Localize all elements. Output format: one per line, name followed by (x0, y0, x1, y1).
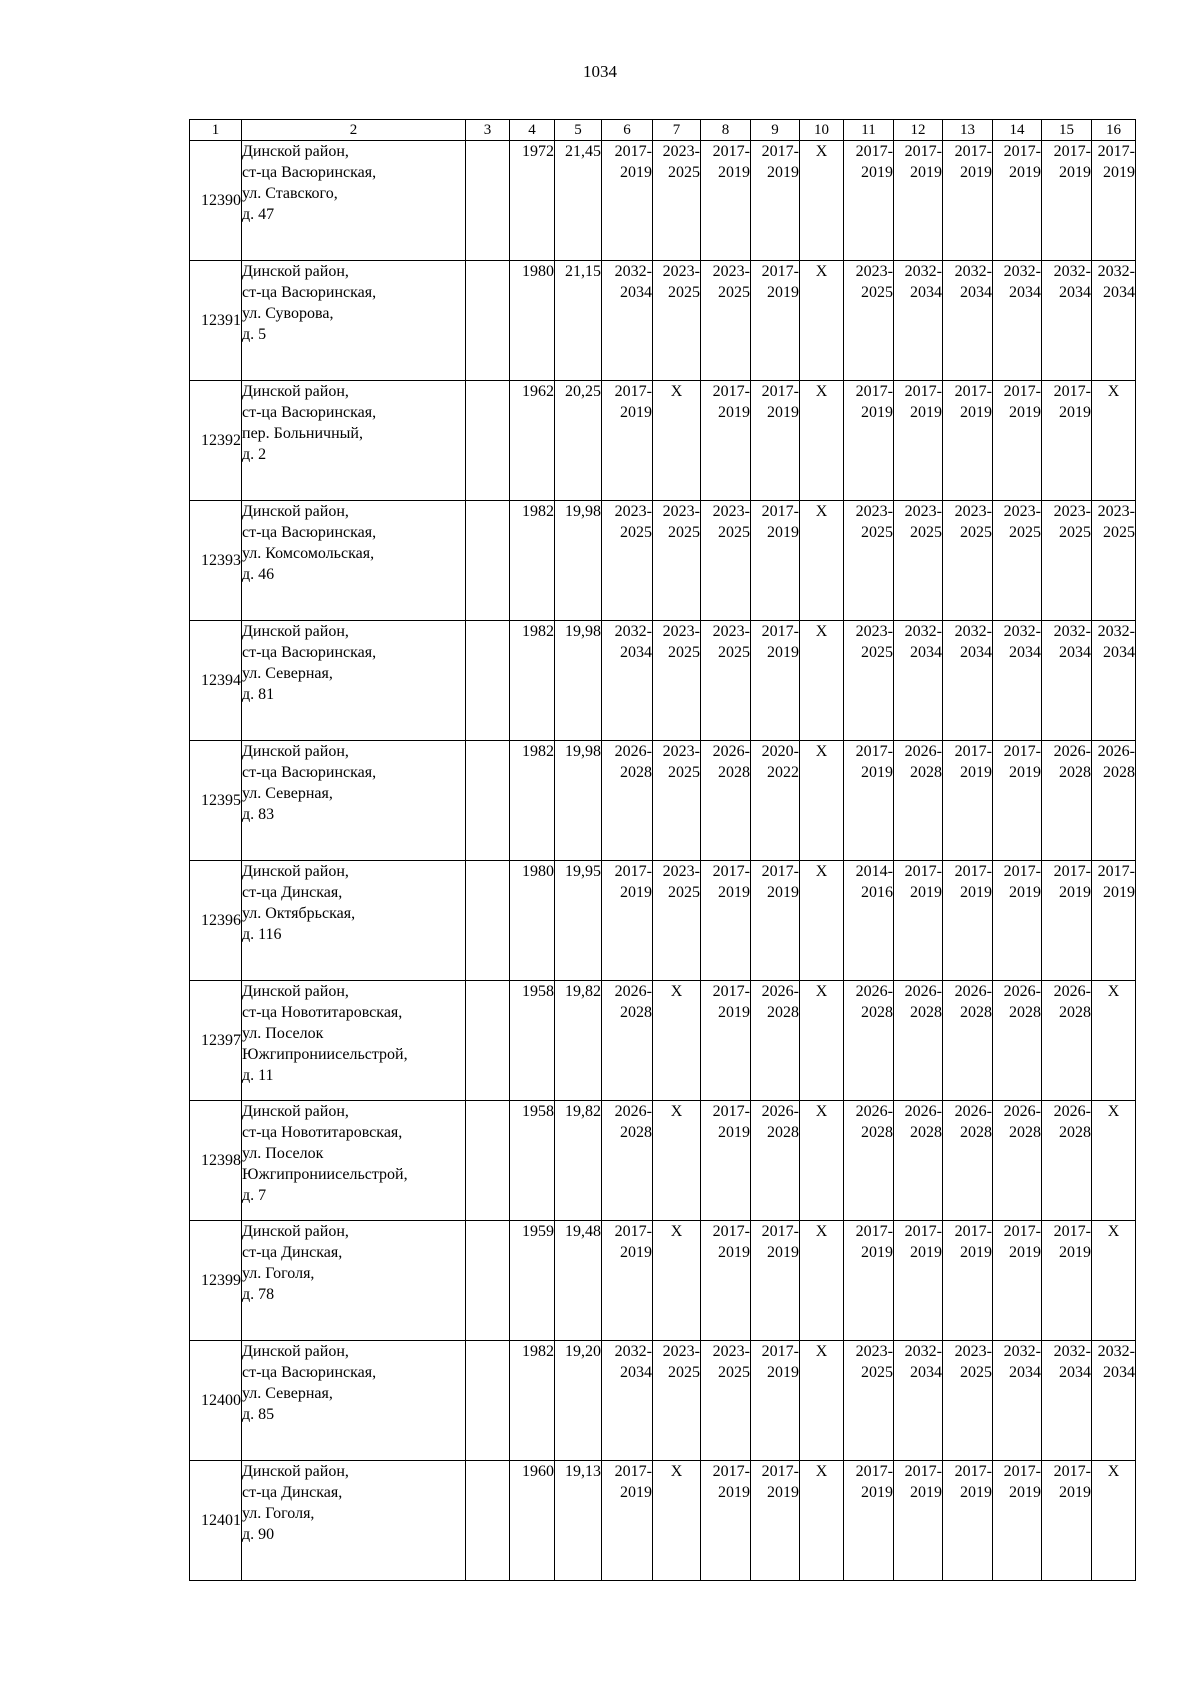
address-cell: Динской район, ст-ца Динская, ул. Октябрьская, д. 116 (242, 861, 466, 981)
period-cell-7: X (653, 1221, 701, 1341)
period-cell-8: 2017- 2019 (701, 1461, 751, 1581)
period-cell-16: 2032- 2034 (1092, 261, 1136, 381)
period-cell-11: 2017- 2019 (844, 141, 894, 261)
period-cell-7: 2023- 2025 (653, 501, 701, 621)
column-header-16: 16 (1092, 120, 1136, 141)
address-cell: Динской район, ст-ца Васюринская, ул. Комсомольская, д. 46 (242, 501, 466, 621)
period-cell-9: 2017- 2019 (751, 381, 800, 501)
empty-cell (466, 381, 510, 501)
period-cell-14: 2017- 2019 (993, 381, 1042, 501)
period-cell-15: 2017- 2019 (1042, 861, 1092, 981)
period-cell-13: 2026- 2028 (943, 981, 993, 1101)
period-cell-10: X (800, 741, 844, 861)
row-id: 12400 (190, 1341, 242, 1461)
period-cell-12: 2017- 2019 (894, 1221, 943, 1341)
empty-cell (466, 861, 510, 981)
row-id: 12401 (190, 1461, 242, 1581)
period-cell-7: X (653, 1101, 701, 1221)
period-cell-10: X (800, 1101, 844, 1221)
year-cell: 1980 (510, 261, 555, 381)
period-cell-8: 2017- 2019 (701, 141, 751, 261)
period-cell-9: 2017- 2019 (751, 141, 800, 261)
period-cell-16: X (1092, 981, 1136, 1101)
area-cell: 19,48 (555, 1221, 602, 1341)
table-body (190, 141, 1136, 1581)
period-cell-9: 2017- 2019 (751, 261, 800, 381)
address-cell: Динской район, ст-ца Васюринская, ул. Северная, д. 85 (242, 1341, 466, 1461)
area-cell: 19,98 (555, 621, 602, 741)
period-cell-14: 2017- 2019 (993, 741, 1042, 861)
address-cell: Динской район, ст-ца Динская, ул. Гоголя, д. 78 (242, 1221, 466, 1341)
period-cell-9: 2020- 2022 (751, 741, 800, 861)
table-row (190, 1101, 1136, 1221)
address-cell: Динской район, ст-ца Васюринская, ул. Северная, д. 83 (242, 741, 466, 861)
period-cell-16: X (1092, 1221, 1136, 1341)
area-cell: 19,98 (555, 741, 602, 861)
column-header-8: 8 (701, 120, 751, 141)
period-cell-16: X (1092, 381, 1136, 501)
period-cell-7: X (653, 381, 701, 501)
period-cell-12: 2017- 2019 (894, 381, 943, 501)
period-cell-6: 2017- 2019 (602, 1221, 653, 1341)
period-cell-8: 2023- 2025 (701, 261, 751, 381)
period-cell-7: X (653, 1461, 701, 1581)
period-cell-15: 2017- 2019 (1042, 141, 1092, 261)
period-cell-13: 2017- 2019 (943, 381, 993, 501)
row-id: 12390 (190, 141, 242, 261)
period-cell-7: 2023- 2025 (653, 741, 701, 861)
period-cell-10: X (800, 141, 844, 261)
period-cell-8: 2023- 2025 (701, 1341, 751, 1461)
period-cell-15: 2017- 2019 (1042, 381, 1092, 501)
period-cell-12: 2032- 2034 (894, 1341, 943, 1461)
period-cell-11: 2017- 2019 (844, 381, 894, 501)
period-cell-13: 2023- 2025 (943, 1341, 993, 1461)
address-cell: Динской район, ст-ца Динская, ул. Гоголя, д. 90 (242, 1461, 466, 1581)
period-cell-15: 2026- 2028 (1042, 981, 1092, 1101)
period-cell-15: 2026- 2028 (1042, 1101, 1092, 1221)
empty-cell (466, 1341, 510, 1461)
year-cell: 1958 (510, 1101, 555, 1221)
area-cell: 19,98 (555, 501, 602, 621)
year-cell: 1972 (510, 141, 555, 261)
column-header-2: 2 (242, 120, 466, 141)
period-cell-14: 2026- 2028 (993, 1101, 1042, 1221)
period-cell-12: 2023- 2025 (894, 501, 943, 621)
period-cell-7: 2023- 2025 (653, 261, 701, 381)
period-cell-11: 2026- 2028 (844, 1101, 894, 1221)
period-cell-16: 2032- 2034 (1092, 621, 1136, 741)
period-cell-12: 2026- 2028 (894, 741, 943, 861)
period-cell-9: 2017- 2019 (751, 1221, 800, 1341)
period-cell-10: X (800, 501, 844, 621)
table-row (190, 621, 1136, 741)
year-cell: 1959 (510, 1221, 555, 1341)
area-cell: 19,82 (555, 981, 602, 1101)
year-cell: 1960 (510, 1461, 555, 1581)
period-cell-6: 2026- 2028 (602, 1101, 653, 1221)
period-cell-8: 2023- 2025 (701, 621, 751, 741)
period-cell-6: 2017- 2019 (602, 861, 653, 981)
period-cell-11: 2017- 2019 (844, 741, 894, 861)
period-cell-16: 2032- 2034 (1092, 1341, 1136, 1461)
period-cell-14: 2017- 2019 (993, 861, 1042, 981)
period-cell-10: X (800, 1461, 844, 1581)
row-id: 12398 (190, 1101, 242, 1221)
period-cell-10: X (800, 981, 844, 1101)
empty-cell (466, 621, 510, 741)
period-cell-12: 2026- 2028 (894, 1101, 943, 1221)
period-cell-9: 2017- 2019 (751, 621, 800, 741)
table-row (190, 1221, 1136, 1341)
period-cell-16: X (1092, 1101, 1136, 1221)
period-cell-15: 2032- 2034 (1042, 261, 1092, 381)
period-cell-10: X (800, 861, 844, 981)
period-cell-6: 2017- 2019 (602, 1461, 653, 1581)
period-cell-7: X (653, 981, 701, 1101)
period-cell-11: 2023- 2025 (844, 501, 894, 621)
period-cell-11: 2023- 2025 (844, 261, 894, 381)
table-row (190, 381, 1136, 501)
period-cell-8: 2026- 2028 (701, 741, 751, 861)
period-cell-12: 2017- 2019 (894, 1461, 943, 1581)
period-cell-14: 2017- 2019 (993, 141, 1042, 261)
column-header-4: 4 (510, 120, 555, 141)
row-id: 12392 (190, 381, 242, 501)
period-cell-9: 2026- 2028 (751, 981, 800, 1101)
row-id: 12397 (190, 981, 242, 1101)
period-cell-15: 2032- 2034 (1042, 621, 1092, 741)
column-header-1: 1 (190, 120, 242, 141)
period-cell-12: 2017- 2019 (894, 861, 943, 981)
empty-cell (466, 261, 510, 381)
table-row (190, 861, 1136, 981)
period-cell-13: 2017- 2019 (943, 1221, 993, 1341)
column-number-row (190, 120, 1136, 141)
period-cell-6: 2023- 2025 (602, 501, 653, 621)
table-row (190, 981, 1136, 1101)
period-cell-6: 2026- 2028 (602, 741, 653, 861)
period-cell-14: 2032- 2034 (993, 1341, 1042, 1461)
period-cell-15: 2023- 2025 (1042, 501, 1092, 621)
column-header-15: 15 (1042, 120, 1092, 141)
period-cell-11: 2014- 2016 (844, 861, 894, 981)
period-cell-6: 2017- 2019 (602, 141, 653, 261)
column-header-13: 13 (943, 120, 993, 141)
period-cell-13: 2017- 2019 (943, 141, 993, 261)
period-cell-14: 2032- 2034 (993, 261, 1042, 381)
period-cell-13: 2017- 2019 (943, 1461, 993, 1581)
column-header-7: 7 (653, 120, 701, 141)
empty-cell (466, 1221, 510, 1341)
address-cell: Динской район, ст-ца Васюринская, ул. Суворова, д. 5 (242, 261, 466, 381)
period-cell-6: 2032- 2034 (602, 1341, 653, 1461)
period-cell-7: 2023- 2025 (653, 1341, 701, 1461)
period-cell-13: 2032- 2034 (943, 261, 993, 381)
period-cell-16: 2017- 2019 (1092, 141, 1136, 261)
column-header-3: 3 (466, 120, 510, 141)
table-row (190, 1461, 1136, 1581)
period-cell-12: 2026- 2028 (894, 981, 943, 1101)
row-id: 12394 (190, 621, 242, 741)
period-cell-8: 2017- 2019 (701, 1101, 751, 1221)
address-cell: Динской район, ст-ца Новотитаровская, ул. Поселок Южгипрониисельстрой, д. 11 (242, 981, 466, 1101)
row-id: 12399 (190, 1221, 242, 1341)
empty-cell (466, 741, 510, 861)
period-cell-8: 2017- 2019 (701, 381, 751, 501)
row-id: 12391 (190, 261, 242, 381)
period-cell-6: 2026- 2028 (602, 981, 653, 1101)
period-cell-9: 2017- 2019 (751, 1461, 800, 1581)
empty-cell (466, 1101, 510, 1221)
period-cell-16: 2026- 2028 (1092, 741, 1136, 861)
period-cell-6: 2032- 2034 (602, 621, 653, 741)
column-header-10: 10 (800, 120, 844, 141)
period-cell-14: 2032- 2034 (993, 621, 1042, 741)
period-cell-10: X (800, 261, 844, 381)
period-cell-12: 2032- 2034 (894, 621, 943, 741)
address-cell: Динской район, ст-ца Новотитаровская, ул. Поселок Южгипрониисельстрой, д. 7 (242, 1101, 466, 1221)
period-cell-13: 2023- 2025 (943, 501, 993, 621)
column-header-11: 11 (844, 120, 894, 141)
period-cell-8: 2017- 2019 (701, 861, 751, 981)
period-cell-14: 2017- 2019 (993, 1461, 1042, 1581)
area-cell: 19,82 (555, 1101, 602, 1221)
empty-cell (466, 501, 510, 621)
column-header-12: 12 (894, 120, 943, 141)
period-cell-15: 2032- 2034 (1042, 1341, 1092, 1461)
period-cell-11: 2017- 2019 (844, 1221, 894, 1341)
period-cell-9: 2017- 2019 (751, 861, 800, 981)
year-cell: 1980 (510, 861, 555, 981)
row-id: 12396 (190, 861, 242, 981)
period-cell-13: 2017- 2019 (943, 861, 993, 981)
table-row (190, 141, 1136, 261)
period-cell-8: 2017- 2019 (701, 981, 751, 1101)
row-id: 12393 (190, 501, 242, 621)
period-cell-11: 2023- 2025 (844, 1341, 894, 1461)
empty-cell (466, 141, 510, 261)
period-cell-14: 2026- 2028 (993, 981, 1042, 1101)
column-header-9: 9 (751, 120, 800, 141)
period-cell-16: X (1092, 1461, 1136, 1581)
year-cell: 1958 (510, 981, 555, 1101)
period-cell-12: 2017- 2019 (894, 141, 943, 261)
column-header-5: 5 (555, 120, 602, 141)
period-cell-15: 2017- 2019 (1042, 1461, 1092, 1581)
period-cell-6: 2032- 2034 (602, 261, 653, 381)
data-table (189, 119, 1136, 1581)
period-cell-14: 2023- 2025 (993, 501, 1042, 621)
period-cell-13: 2032- 2034 (943, 621, 993, 741)
period-cell-9: 2017- 2019 (751, 501, 800, 621)
period-cell-10: X (800, 1341, 844, 1461)
table-row (190, 261, 1136, 381)
table-row (190, 501, 1136, 621)
area-cell: 20,25 (555, 381, 602, 501)
period-cell-10: X (800, 1221, 844, 1341)
column-header-14: 14 (993, 120, 1042, 141)
address-cell: Динской район, ст-ца Васюринская, пер. Больничный, д. 2 (242, 381, 466, 501)
period-cell-16: 2017- 2019 (1092, 861, 1136, 981)
year-cell: 1982 (510, 501, 555, 621)
period-cell-13: 2017- 2019 (943, 741, 993, 861)
period-cell-8: 2017- 2019 (701, 1221, 751, 1341)
address-cell: Динской район, ст-ца Васюринская, ул. Северная, д. 81 (242, 621, 466, 741)
period-cell-9: 2026- 2028 (751, 1101, 800, 1221)
row-id: 12395 (190, 741, 242, 861)
period-cell-11: 2023- 2025 (844, 621, 894, 741)
year-cell: 1982 (510, 741, 555, 861)
period-cell-11: 2017- 2019 (844, 1461, 894, 1581)
period-cell-15: 2026- 2028 (1042, 741, 1092, 861)
period-cell-16: 2023- 2025 (1092, 501, 1136, 621)
period-cell-10: X (800, 621, 844, 741)
period-cell-7: 2023- 2025 (653, 861, 701, 981)
area-cell: 19,20 (555, 1341, 602, 1461)
area-cell: 19,13 (555, 1461, 602, 1581)
area-cell: 19,95 (555, 861, 602, 981)
period-cell-8: 2023- 2025 (701, 501, 751, 621)
area-cell: 21,15 (555, 261, 602, 381)
period-cell-14: 2017- 2019 (993, 1221, 1042, 1341)
year-cell: 1962 (510, 381, 555, 501)
period-cell-11: 2026- 2028 (844, 981, 894, 1101)
period-cell-13: 2026- 2028 (943, 1101, 993, 1221)
year-cell: 1982 (510, 1341, 555, 1461)
page-number: 1034 (583, 62, 617, 81)
period-cell-7: 2023- 2025 (653, 621, 701, 741)
area-cell: 21,45 (555, 141, 602, 261)
address-cell: Динской район, ст-ца Васюринская, ул. Ставского, д. 47 (242, 141, 466, 261)
column-header-6: 6 (602, 120, 653, 141)
empty-cell (466, 1461, 510, 1581)
period-cell-6: 2017- 2019 (602, 381, 653, 501)
period-cell-15: 2017- 2019 (1042, 1221, 1092, 1341)
period-cell-10: X (800, 381, 844, 501)
period-cell-9: 2017- 2019 (751, 1341, 800, 1461)
table-row (190, 1341, 1136, 1461)
year-cell: 1982 (510, 621, 555, 741)
empty-cell (466, 981, 510, 1101)
period-cell-12: 2032- 2034 (894, 261, 943, 381)
period-cell-7: 2023- 2025 (653, 141, 701, 261)
table-row (190, 741, 1136, 861)
